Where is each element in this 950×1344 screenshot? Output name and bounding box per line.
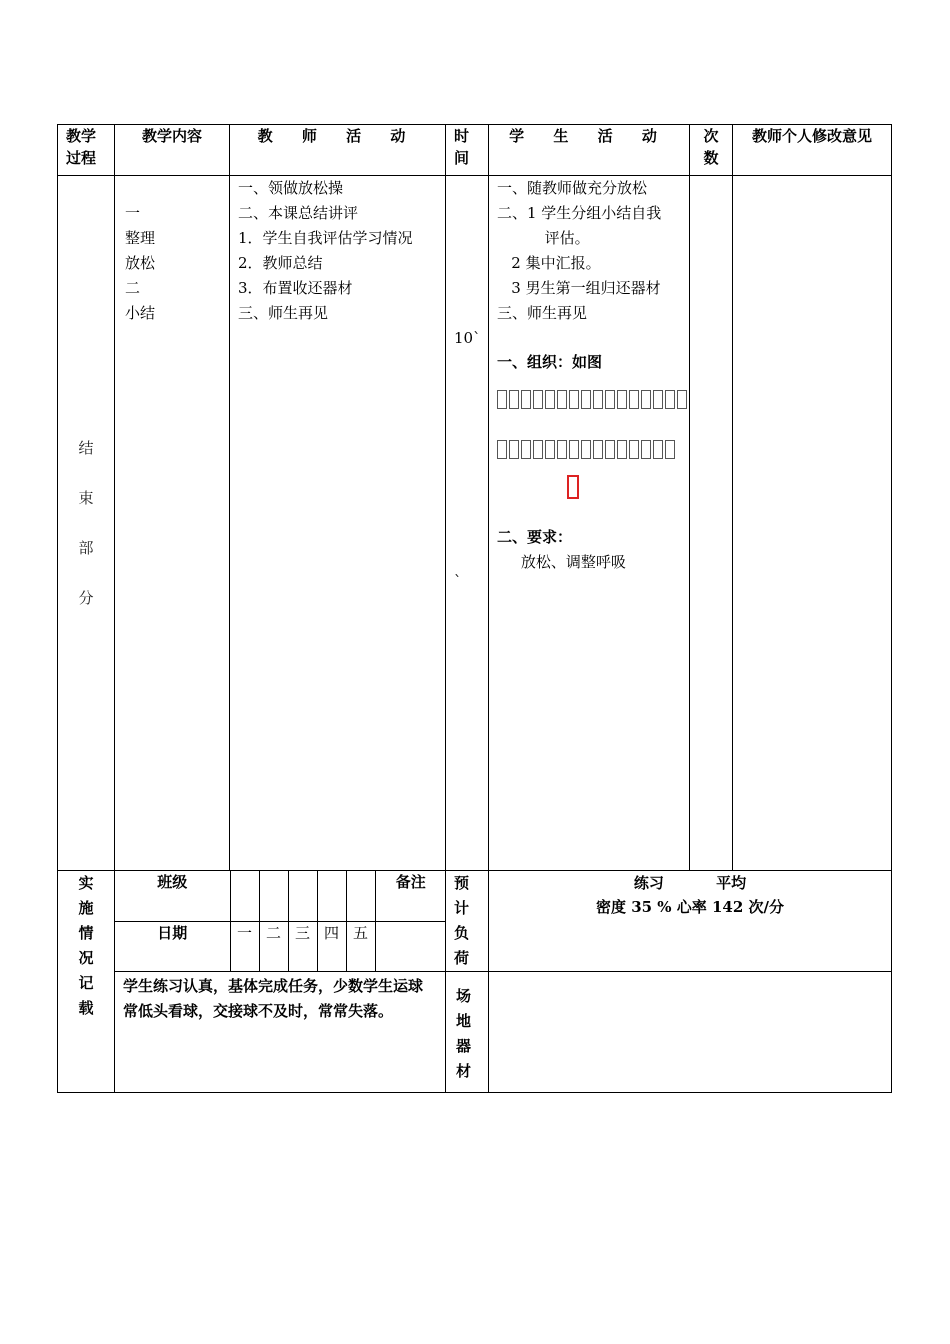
student-position-icon bbox=[653, 390, 663, 409]
class-slot-2 bbox=[259, 871, 288, 921]
header-row bbox=[58, 125, 892, 176]
student-position-icon bbox=[557, 390, 567, 409]
day-5: 五 bbox=[346, 921, 375, 971]
remark-label: 备注 bbox=[375, 871, 446, 921]
student-position-icon bbox=[653, 440, 663, 459]
requirement-label: 二、要求： bbox=[497, 528, 573, 546]
student-position-icon bbox=[629, 440, 639, 459]
count-cell bbox=[690, 176, 733, 871]
student-position-icon bbox=[497, 440, 507, 459]
student-position-icon bbox=[617, 440, 627, 459]
record-label: 实 施 情 况 记 载 bbox=[58, 871, 115, 1093]
organization-label: 一、组织：如图 bbox=[497, 353, 603, 371]
lesson-plan-table bbox=[57, 124, 892, 1093]
ending-section-row bbox=[58, 176, 892, 871]
day-3: 三 bbox=[288, 921, 317, 971]
venue-label: 场 地 器 材 bbox=[446, 972, 489, 1093]
venue-value bbox=[489, 972, 892, 1093]
day-4: 四 bbox=[317, 921, 346, 971]
remark-value bbox=[375, 921, 446, 971]
student-position-icon bbox=[665, 390, 675, 409]
student-position-icon bbox=[665, 440, 675, 459]
student-position-icon bbox=[521, 390, 531, 409]
content-cell: 一 整理 放松 二 小结 bbox=[115, 176, 230, 871]
formation-diagram-row-2 bbox=[497, 435, 689, 461]
teacher-activity-cell: 一、领做放松操 二、本课总结讲评 1．学生自我评估学习情况 2．教师总结 3．布置收还器材 三、师生再见 bbox=[230, 176, 446, 871]
teacher-position-marker bbox=[497, 461, 689, 511]
student-position-icon bbox=[509, 440, 519, 459]
student-position-icon bbox=[569, 440, 579, 459]
class-slot-1 bbox=[230, 871, 259, 921]
student-position-icon bbox=[545, 390, 555, 409]
class-date-grid bbox=[115, 871, 446, 972]
header-teacher-activity: 教 师 活 动 bbox=[230, 125, 446, 176]
section-label: 结 束 部 分 bbox=[58, 176, 115, 871]
student-position-icon bbox=[521, 440, 531, 459]
student-activity-cell: 一、随教师做充分放松 二、1 学生分组小结自我 评估。 2 集中汇报。 3 男生第一组归还器材 三、师生再见 一、组织：如图 二、要求： 放松、调整呼吸 bbox=[489, 176, 690, 871]
header-count: 次 数 bbox=[690, 125, 733, 176]
class-slot-3 bbox=[288, 871, 317, 921]
date-label: 日期 bbox=[115, 921, 230, 971]
class-slot-4 bbox=[317, 871, 346, 921]
header-time: 时 间 bbox=[446, 125, 489, 176]
student-position-icon bbox=[617, 390, 627, 409]
day-1: 一 bbox=[230, 921, 259, 971]
student-position-icon bbox=[641, 440, 651, 459]
teacher-marker-icon bbox=[567, 475, 579, 499]
header-notes: 教师个人修改意见 bbox=[733, 125, 892, 176]
student-position-icon bbox=[641, 390, 651, 409]
record-row-2 bbox=[58, 972, 892, 1093]
student-position-icon bbox=[497, 390, 507, 409]
student-position-icon bbox=[533, 390, 543, 409]
time-cell: 10` ` bbox=[446, 176, 489, 871]
class-slot-5 bbox=[346, 871, 375, 921]
load-label: 预 计 负 荷 bbox=[446, 871, 489, 972]
student-position-icon bbox=[677, 390, 687, 409]
notes-cell bbox=[733, 176, 892, 871]
student-position-icon bbox=[593, 390, 603, 409]
student-position-icon bbox=[581, 390, 591, 409]
header-content: 教学内容 bbox=[115, 125, 230, 176]
load-value: 练习 平均 密度 35 % 心率 142 次/分 bbox=[489, 871, 892, 972]
student-position-icon bbox=[509, 390, 519, 409]
student-position-icon bbox=[545, 440, 555, 459]
class-label: 班级 bbox=[115, 871, 230, 921]
student-position-icon bbox=[605, 440, 615, 459]
record-row-1 bbox=[58, 871, 892, 972]
student-position-icon bbox=[581, 440, 591, 459]
student-position-icon bbox=[629, 390, 639, 409]
student-position-icon bbox=[605, 390, 615, 409]
student-position-icon bbox=[533, 440, 543, 459]
formation-diagram-row-1 bbox=[497, 385, 689, 411]
header-process: 教学 过程 bbox=[58, 125, 115, 176]
requirement-text: 放松、调整呼吸 bbox=[497, 553, 626, 571]
student-position-icon bbox=[569, 390, 579, 409]
day-2: 二 bbox=[259, 921, 288, 971]
implementation-notes: 学生练习认真，基体完成任务，少数学生运球常低头看球，交接球不及时，常常失落。 bbox=[115, 972, 446, 1093]
header-student-activity: 学 生 活 动 bbox=[489, 125, 690, 176]
student-position-icon bbox=[557, 440, 567, 459]
student-position-icon bbox=[593, 440, 603, 459]
